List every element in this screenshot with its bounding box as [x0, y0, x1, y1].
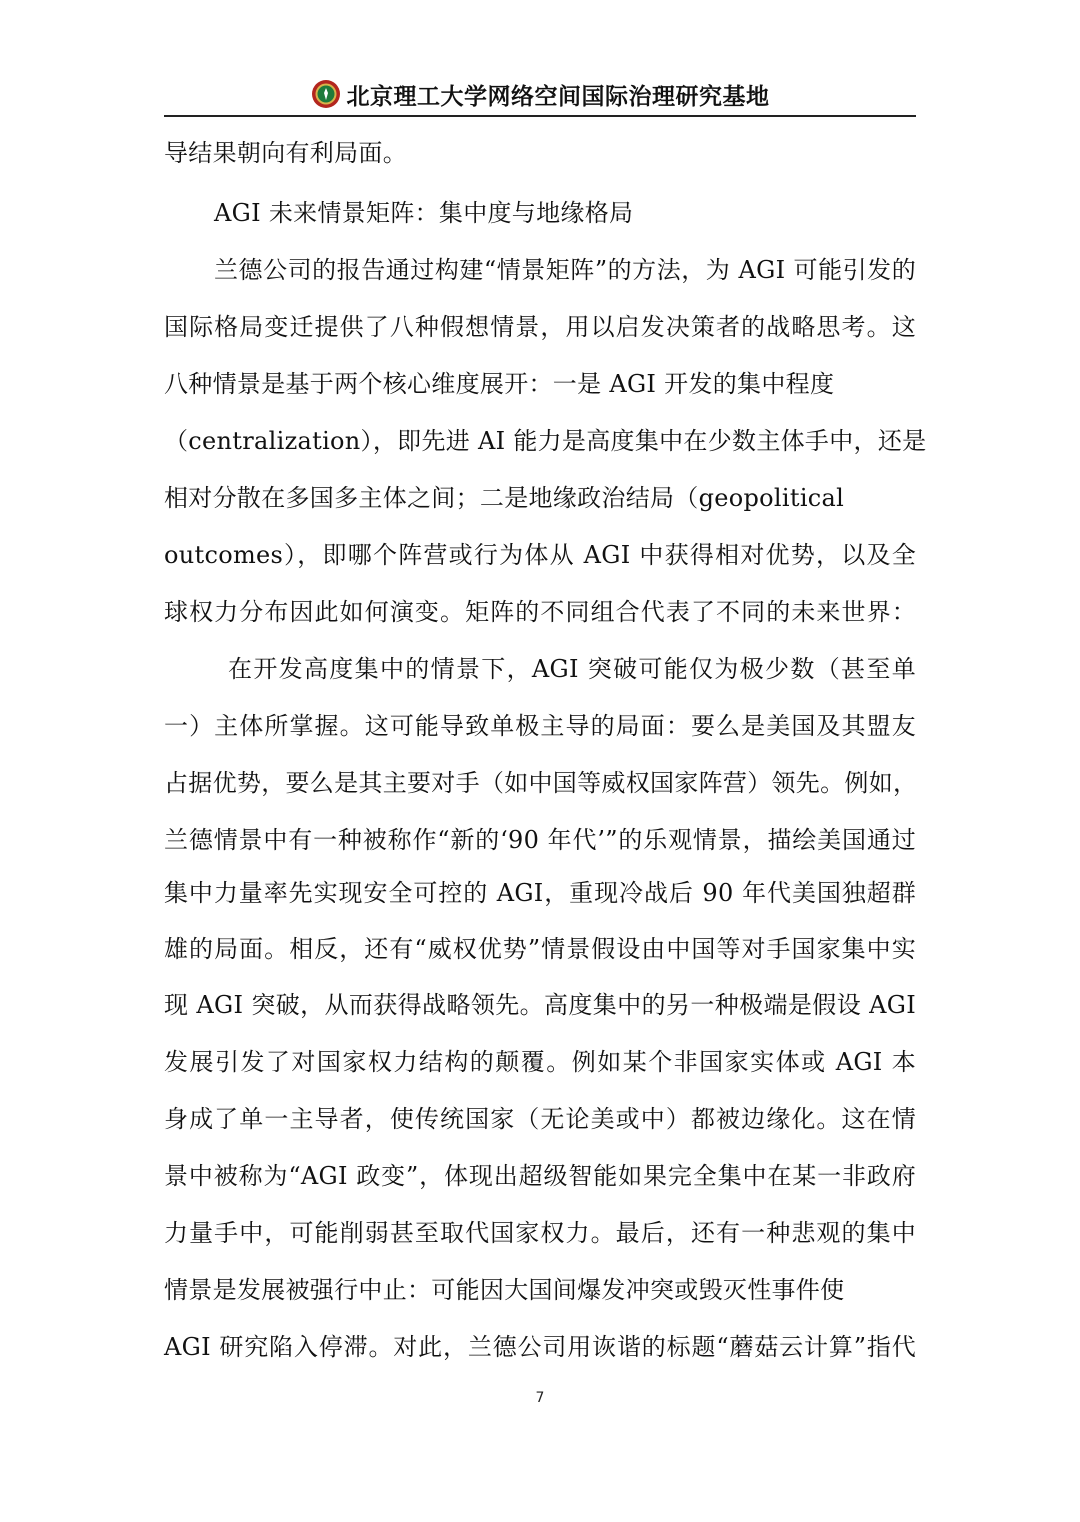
- university-logo-icon: [311, 79, 341, 109]
- text-line: 在开发高度集中的情景下，AGI 突破可能仅为极少数（甚至单: [228, 655, 916, 683]
- text-line: outcomes），即哪个阵营或行为体从 AGI 中获得相对优势，以及全: [164, 541, 916, 569]
- text-line: 景中被称为“AGI 政变”，体现出超级智能如果完全集中在某一非政府: [164, 1162, 916, 1190]
- text-line: 发展引发了对国家权力结构的颠覆。例如某个非国家实体或 AGI 本: [164, 1048, 916, 1076]
- text-line: 力量手中，可能削弱甚至取代国家权力。最后，还有一种悲观的集中: [164, 1219, 916, 1247]
- text-line: 兰德公司的报告通过构建“情景矩阵”的方法，为 AGI 可能引发的: [214, 256, 916, 284]
- text-line: 球权力分布因此如何演变。矩阵的不同组合代表了不同的未来世界：: [164, 598, 916, 626]
- section-heading: AGI 未来情景矩阵：集中度与地缘格局: [214, 199, 634, 227]
- header-rule: [164, 115, 916, 117]
- page-header: [164, 72, 916, 116]
- text-line: 导结果朝向有利局面。: [164, 139, 407, 167]
- text-line: 兰德情景中有一种被称作“新的‘90 年代’”的乐观情景，描绘美国通过: [164, 826, 916, 854]
- text-line: 一）主体所掌握。这可能导致单极主导的局面：要么是美国及其盟友: [164, 712, 916, 740]
- text-line: 身成了单一主导者，使传统国家（无论美或中）都被边缘化。这在情: [164, 1105, 916, 1133]
- text-line: 相对分散在多国多主体之间；二是地缘政治结局（geopolitical: [164, 484, 845, 512]
- text-line: 占据优势，要么是其主要对手（如中国等威权国家阵营）领先。例如，: [164, 769, 918, 797]
- text-line: 雄的局面。相反，还有“威权优势”情景假设由中国等对手国家集中实: [164, 935, 916, 963]
- text-line: AGI 研究陷入停滞。对此，兰德公司用诙谐的标题“蘑菇云计算”指代: [164, 1333, 916, 1361]
- header-title: 北京理工大学网络空间国际治理研究基地: [346, 83, 770, 110]
- text-line: 集中力量率先实现安全可控的 AGI，重现冷战后 90 年代美国独超群: [164, 879, 916, 907]
- text-line: 国际格局变迁提供了八种假想情景，用以启发决策者的战略思考。这: [164, 313, 916, 341]
- text-line: 现 AGI 突破，从而获得战略领先。高度集中的另一种极端是假设 AGI: [164, 991, 916, 1019]
- page-number: 7: [535, 1390, 545, 1406]
- text-line: 八种情景是基于两个核心维度展开：一是 AGI 开发的集中程度: [164, 370, 835, 398]
- text-line: （centralization），即先进 AI 能力是高度集中在少数主体手中，还是: [164, 427, 927, 455]
- text-line: 情景是发展被强行中止：可能因大国间爆发冲突或毁灭性事件使: [164, 1276, 845, 1304]
